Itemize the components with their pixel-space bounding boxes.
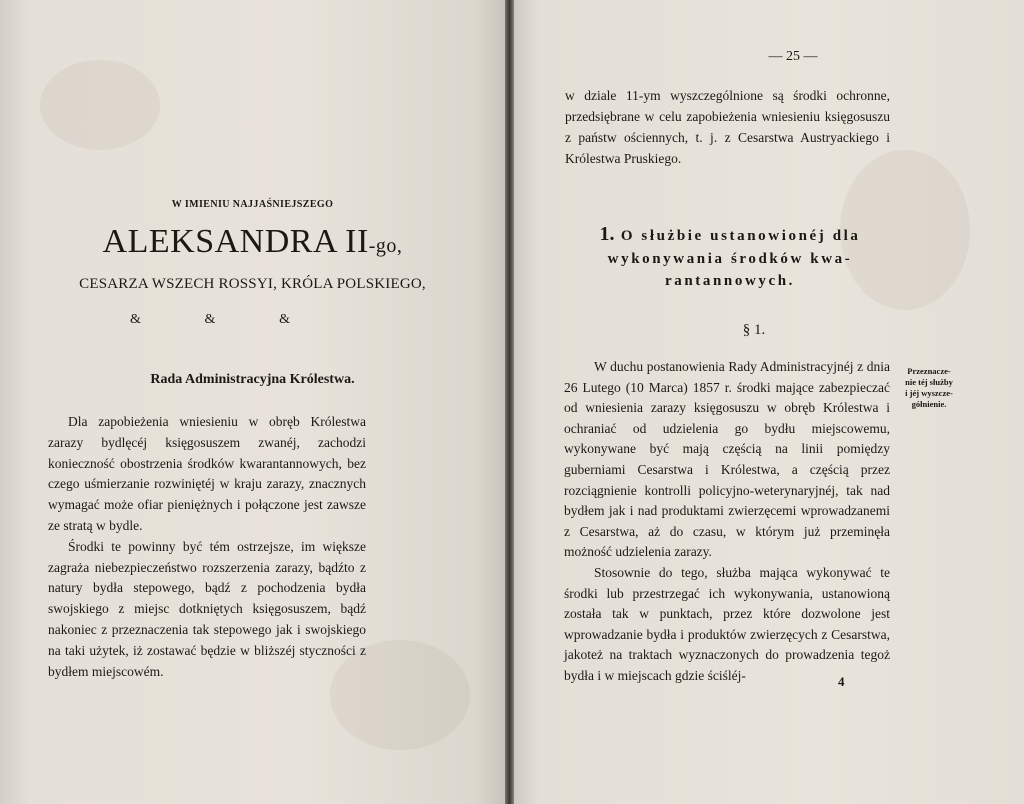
- section-heading: [560, 223, 900, 293]
- intro-text: [565, 85, 890, 169]
- paragraph: Dla zapobieżenia wniesieniu w obręb Królestwa zarazy bydlęcéj księgosuszem zwanéj, zachodzi konieczność obostrzenia środków kwarantannowych, bez czego uśmierzanie rozwiniętéj w kraju zarazy, znacznych wymagać może ofiar pieniężnych i połączone jest zawsze ze stratą w bydle.: [48, 414, 366, 533]
- margin-note-line: gółnienie.: [911, 399, 947, 409]
- ampersand: &: [279, 312, 290, 327]
- signature-mark: 4: [838, 674, 845, 689]
- ampersand: &: [130, 312, 141, 327]
- issuer-heading: Rada Administracyjna Królestwa.: [150, 372, 355, 387]
- paragraph: w dziale 11-ym wyszczególnione są środki ochronne, przedsiębrane w celu zapobieżenia wniesieniu księgosuszu z państw ościennych, t. j. z Cesarstwa Austryackiego i Królestwa Pruskiego.: [565, 88, 890, 166]
- margin-note-line: i jéj wyszcze-: [905, 388, 953, 398]
- paragraph-mark: [514, 322, 1024, 339]
- margin-note-line: Przeznacze-: [907, 366, 951, 376]
- ampersand: &: [204, 312, 216, 327]
- sovereign-name: [0, 223, 505, 261]
- margin-note: [897, 366, 961, 410]
- paragraph: Stosownie do tego, służba mająca wykonywać te środki lub przestrzegać ich wykonywania, ustanowioną została tak w punktach, przez które dozwolone jest wprowadzanie bydła i produktów zwierzęcych z Cesarstwa, jakoteż na traktach wyznaczonych do prowadzenia tegoż bydła i w miejscach gdzie ściśléj-: [564, 564, 890, 683]
- ampersand-row: [130, 312, 290, 328]
- section-heading-text: O służbie ustanowionéj dla: [620, 228, 861, 244]
- section-number: 1.: [599, 223, 615, 245]
- page-number-text: — 25 —: [768, 49, 818, 64]
- paragraph: W duchu postanowienia Rady Administracyjnéj z dnia 26 Lutego (10 Marca) 1857 r. środki mające zabezpieczać od wniesienia zarazy księgosuszu w obręb Królestwa i ochraniać od udzielenia go bydłu miejscowemu, wykonywane być mają częścią na linii pomiędzy guberniami Cesarstwa i Królestwa, a częścią przez rozciągnienie kontrolli policyjno-weterynaryjnéj, tak nad bydłem jak i nad produktami zwierzęcemi wprowadzanemi z Cesarstwa, aż do czasu, w którym już przeminęła możność udzielenia zarazy.: [564, 359, 890, 560]
- dedication-header: W IMIENIU NAJJAŚNIEJSZEGO: [171, 199, 334, 210]
- left-body-text: [48, 412, 366, 682]
- right-body-text: [564, 357, 890, 687]
- paper-stain: [40, 60, 160, 150]
- book-gutter: [505, 0, 514, 804]
- page-number: [514, 49, 1024, 65]
- section-heading-line-1: [560, 223, 900, 248]
- sovereign-name-text: ALEKSANDRA II: [102, 223, 369, 260]
- paragraph: Środki te powinny być tém ostrzejsze, im większe zagraża niebezpieczeństwo rozszerzenia zarazy, bądźto z natury bydła stepowego, bądź z pochodzenia bydła swojskiego z miejsc dotkniętych księgosuszem, bądź nakoniec z przeznaczenia tak stepowego jak i swojskiego na taki użytek, iż zostawać będzie w bliższéj styczności z bydłem miejscowém.: [48, 538, 366, 679]
- sovereign-name-suffix: -go,: [368, 235, 403, 257]
- sovereign-titles: CESARZA WSZECH ROSSYI, KRÓLA POLSKIEGO,: [79, 276, 426, 292]
- section-heading-line-2: wykonywania środków kwa-: [607, 250, 853, 267]
- paragraph-mark-text: § 1.: [742, 322, 766, 338]
- margin-note-line: nie téj służby: [905, 377, 953, 387]
- section-heading-line-3: rantannowych.: [664, 273, 796, 289]
